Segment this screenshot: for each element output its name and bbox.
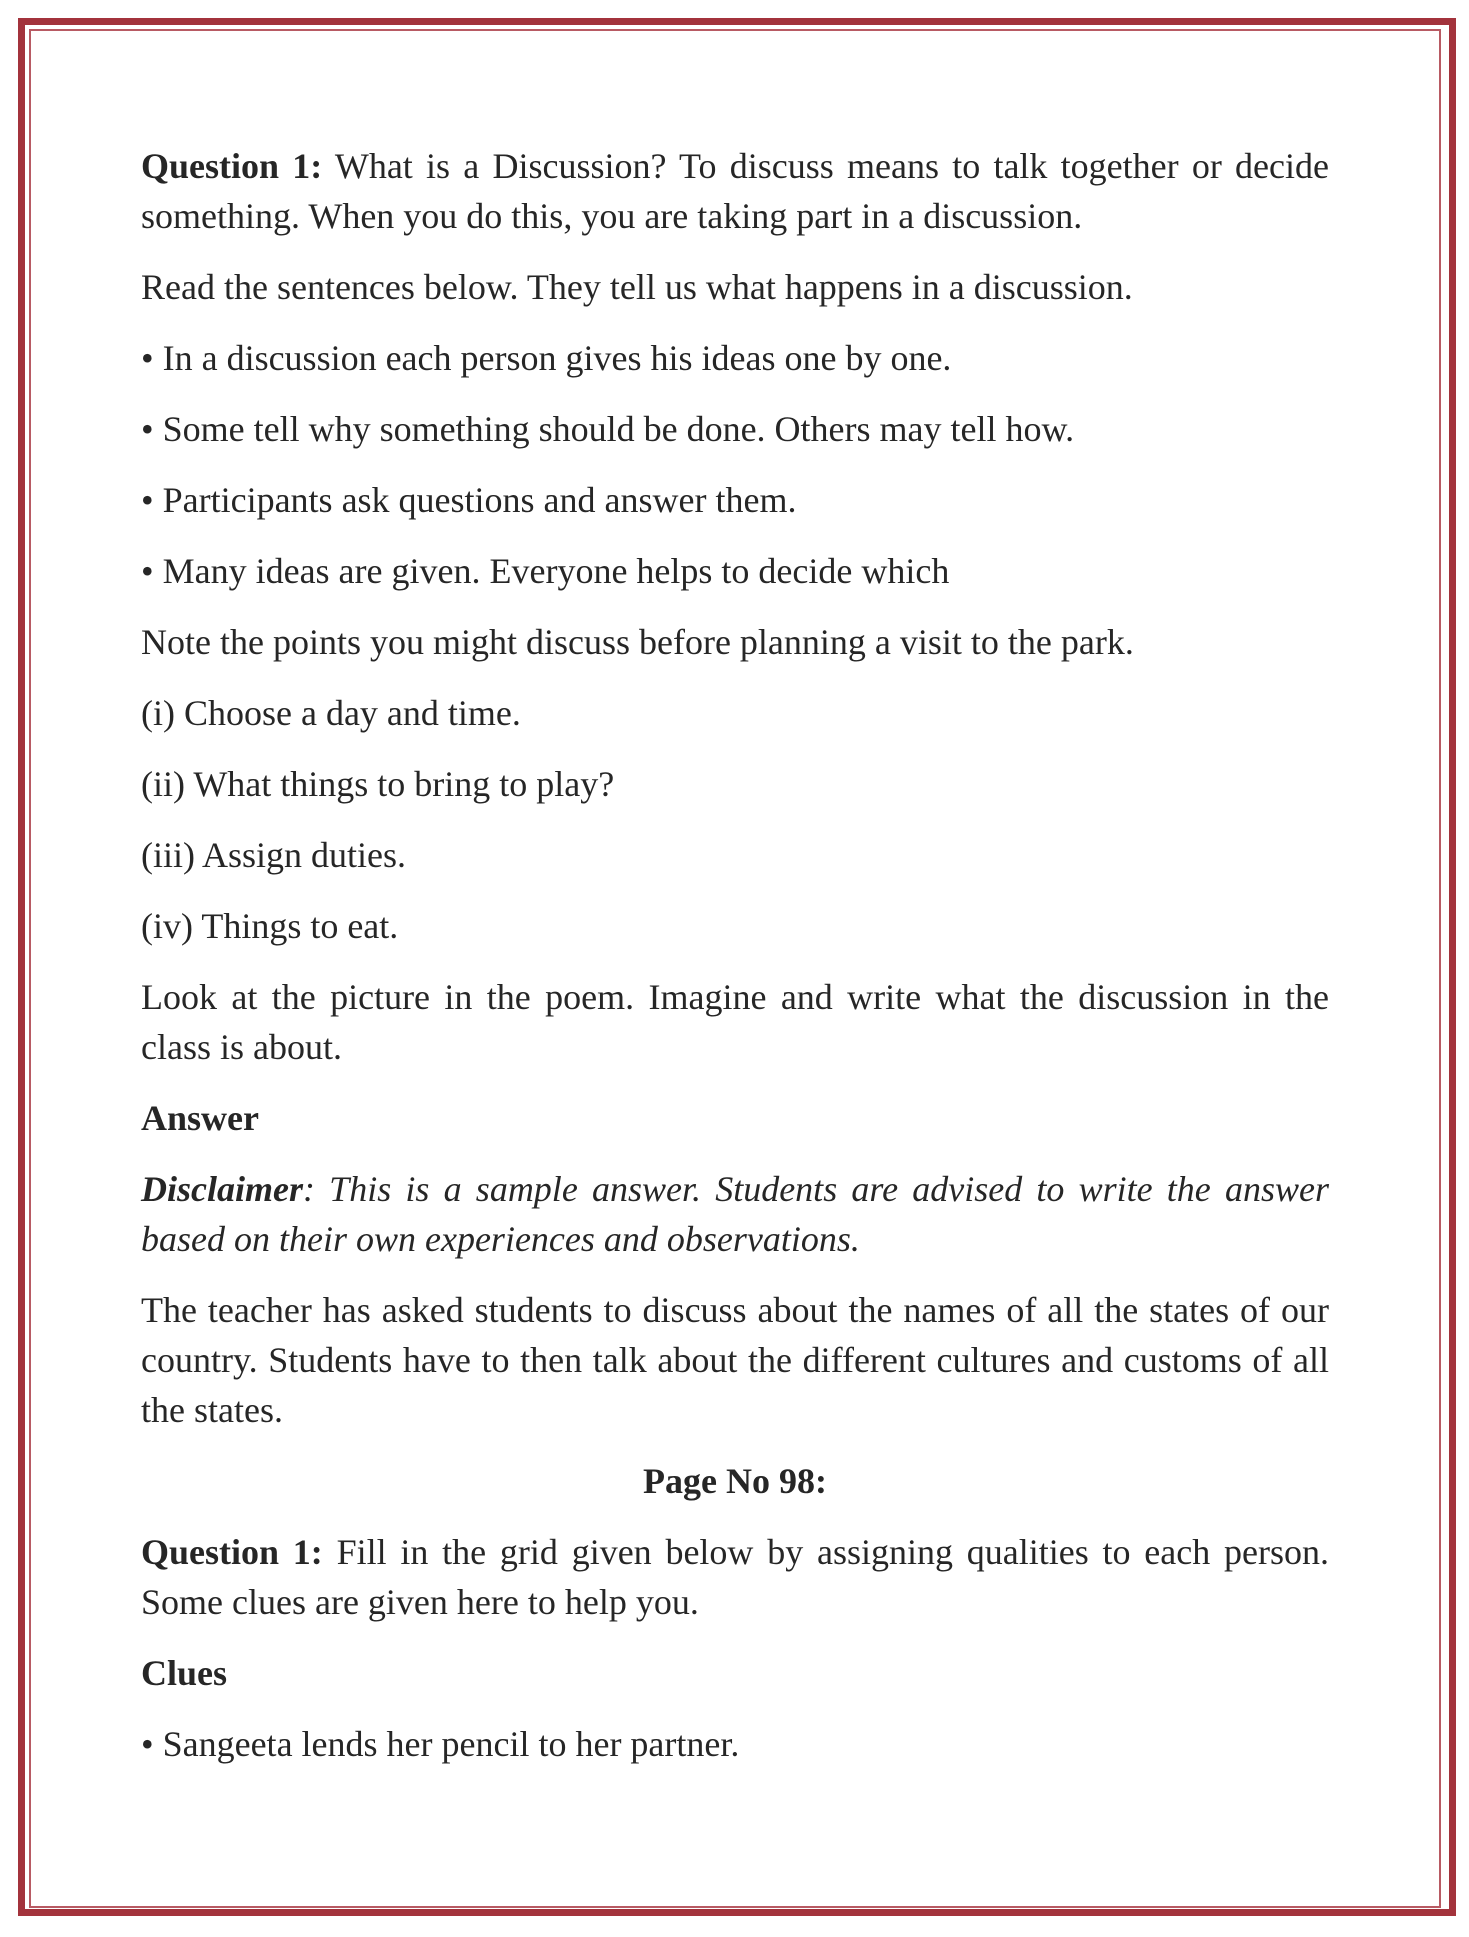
- point-item: (i) Choose a day and time.: [141, 693, 521, 733]
- question-text: What is a Discussion? To discuss means to talk together or decide something. When you do this, you are taking part in a discussion.: [141, 146, 1329, 236]
- disclaimer-text: : This is a sample answer. Students are advised to write the answer based on their own experiences and observations.: [141, 1169, 1329, 1259]
- page-heading-text: Page No 98:: [643, 1461, 827, 1501]
- point-item: (ii) What things to bring to play?: [141, 764, 615, 804]
- point-item: (iv) Things to eat.: [141, 906, 399, 946]
- note-intro: Note the points you might discuss before planning a visit to the park.: [141, 622, 1134, 662]
- question-label: Question 1:: [141, 1532, 323, 1572]
- clues-heading: [141, 1648, 1329, 1698]
- page-heading: [141, 1456, 1329, 1506]
- bullet-item: • Some tell why something should be done. Others may tell how.: [141, 409, 1075, 449]
- read-intro: Read the sentences below. They tell us what happens in a discussion.: [141, 267, 1133, 307]
- document-body: [141, 141, 1329, 1790]
- answer-heading-text: Answer: [141, 1098, 259, 1138]
- question-text: Fill in the grid given below by assigning qualities to each person. Some clues are given here to help you.: [141, 1532, 1329, 1622]
- look-prompt: Look at the picture in the poem. Imagine and write what the discussion in the class is about.: [141, 977, 1329, 1067]
- point-item: (iii) Assign duties.: [141, 835, 407, 875]
- question-label: Question 1:: [141, 146, 323, 186]
- bullet-item: • Participants ask questions and answer them.: [141, 480, 797, 520]
- answer-text: The teacher has asked students to discuss about the names of all the states of our country. Students have to then talk about the different cultures and customs of all the states.: [141, 1290, 1329, 1430]
- disclaimer-label: Disclaimer: [141, 1169, 303, 1209]
- bullet-item: • Many ideas are given. Everyone helps to decide which: [141, 551, 950, 591]
- clues-heading-text: Clues: [141, 1653, 228, 1693]
- question-1: [141, 141, 1329, 241]
- clue-item: • Sangeeta lends her pencil to her partner.: [141, 1724, 740, 1764]
- question-2: [141, 1527, 1329, 1627]
- disclaimer: [141, 1164, 1329, 1264]
- bullet-item: • In a discussion each person gives his ideas one by one.: [141, 338, 952, 378]
- answer-heading: [141, 1093, 1329, 1143]
